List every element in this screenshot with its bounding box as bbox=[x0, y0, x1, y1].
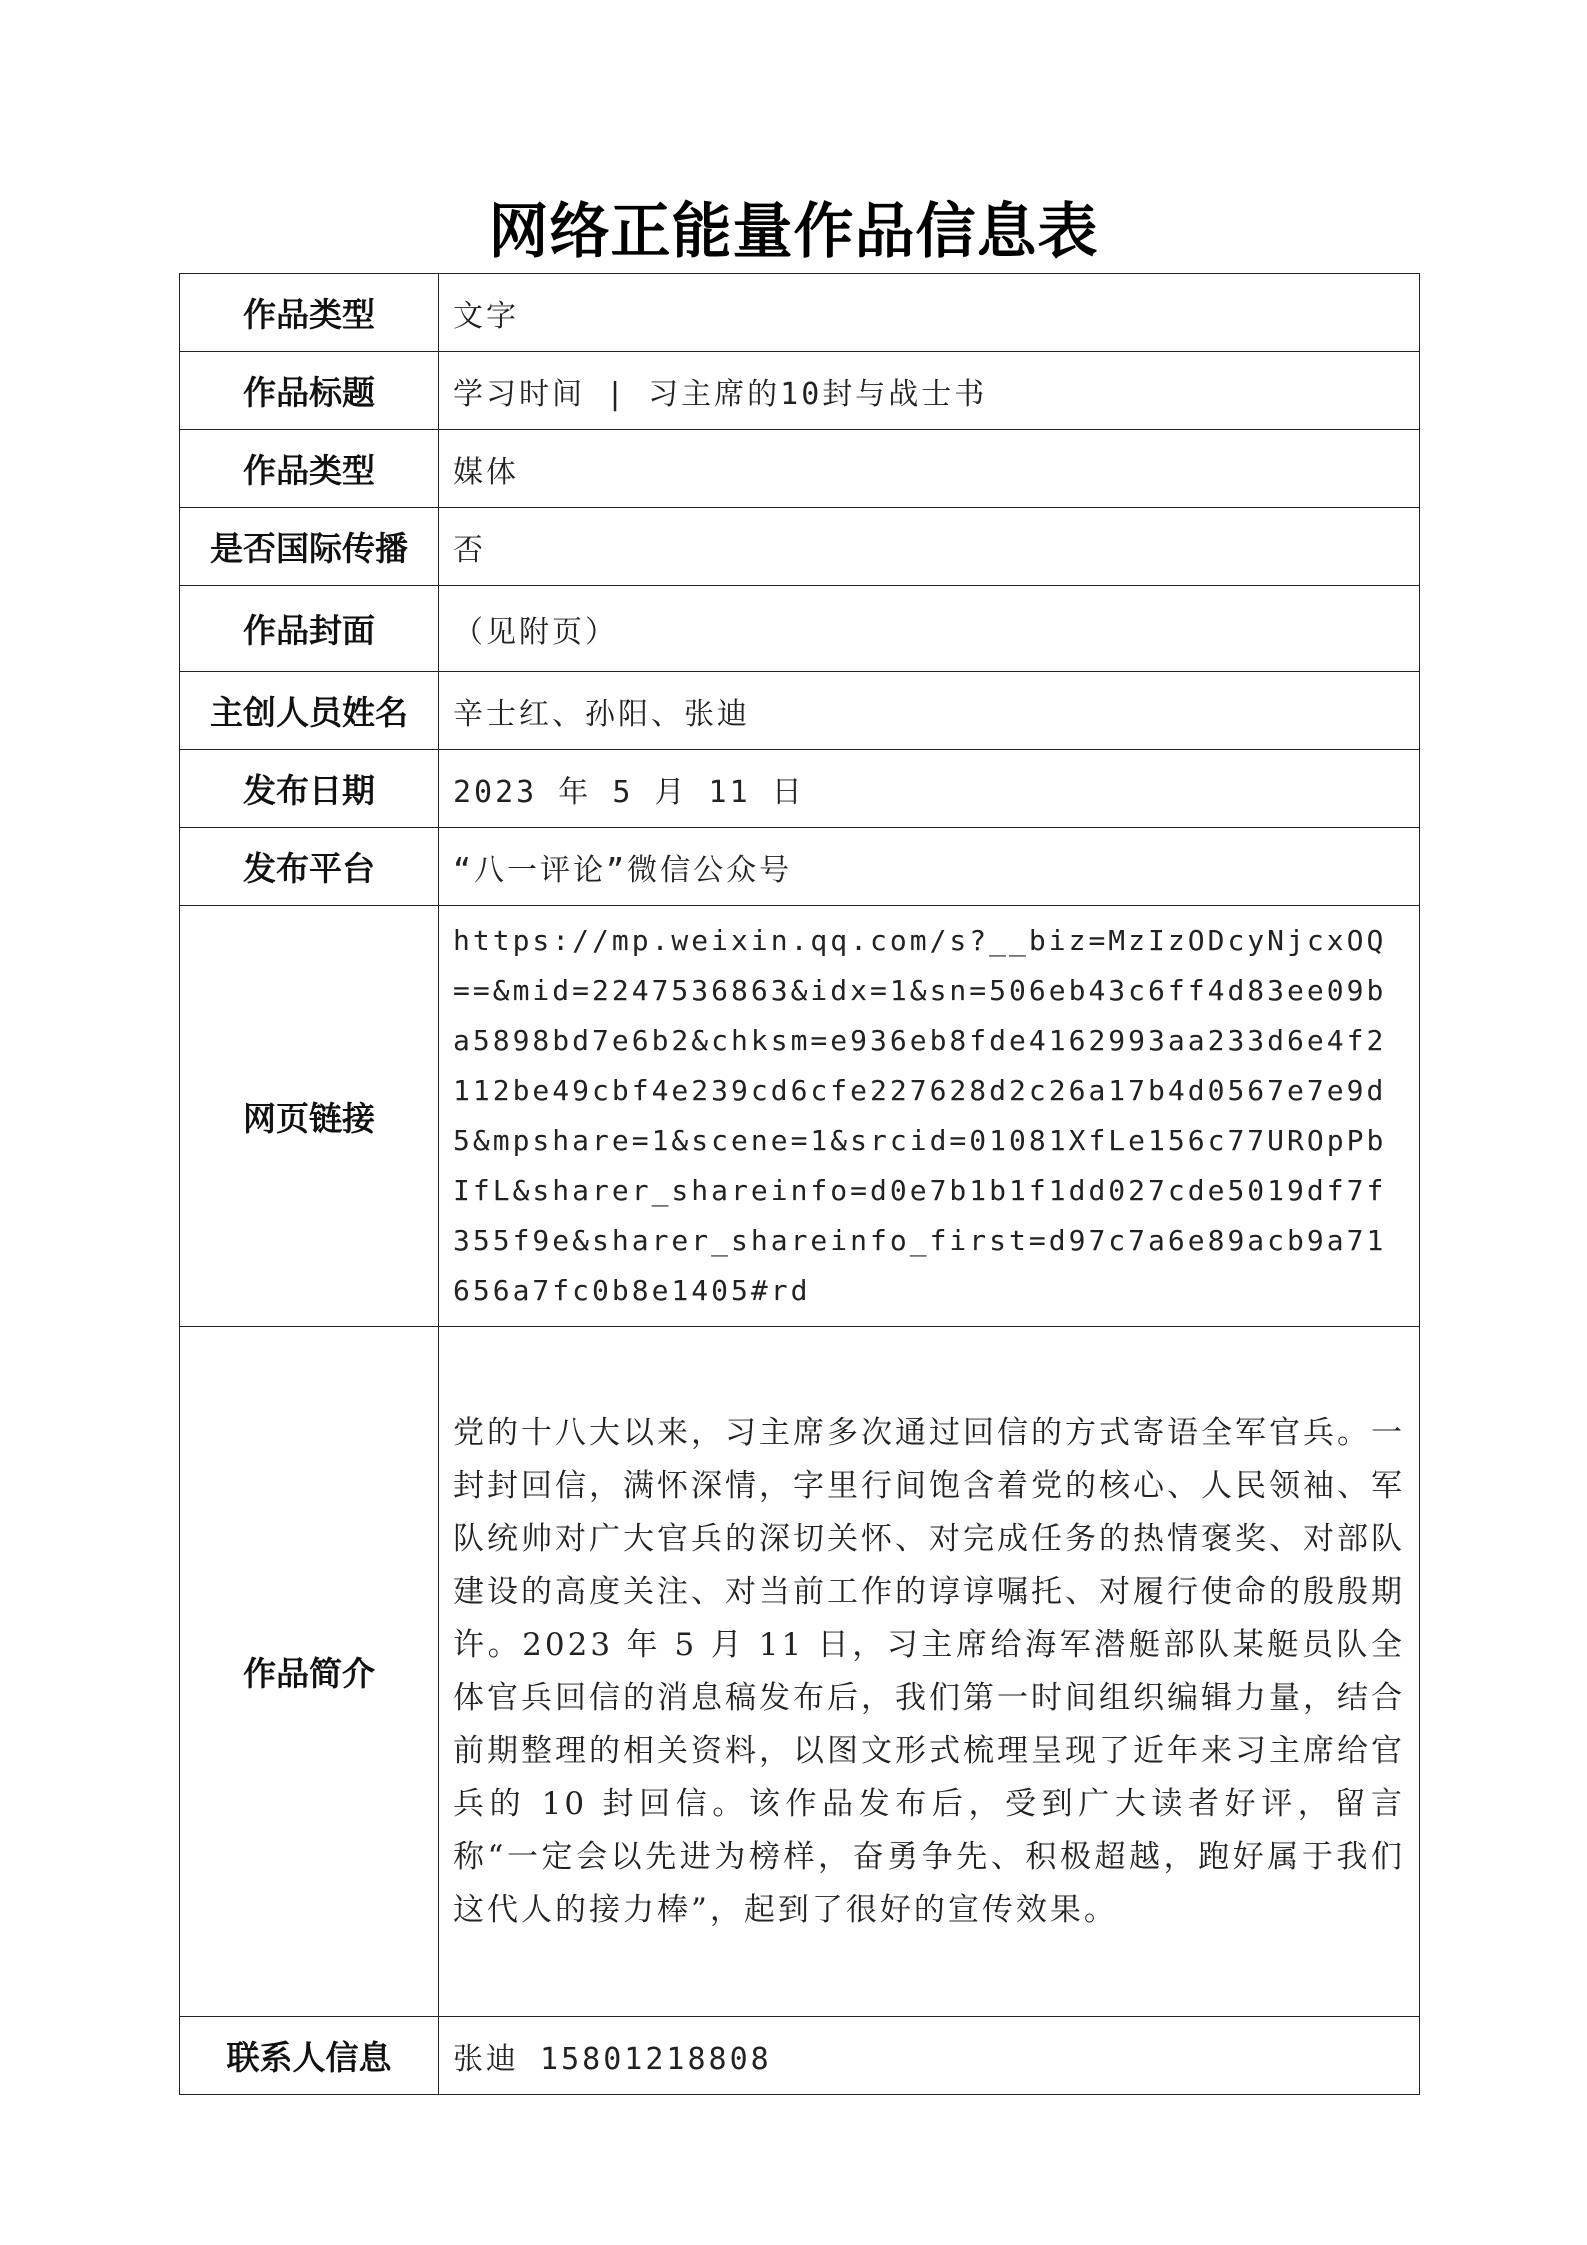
row-platform bbox=[180, 828, 1420, 906]
row-contact bbox=[180, 2017, 1420, 2095]
row-label: 作品类型 bbox=[180, 430, 439, 508]
row-label: 作品简介 bbox=[180, 1327, 439, 2017]
row-link bbox=[180, 906, 1420, 1327]
row-value: 学习时间 | 习主席的10封与战士书 bbox=[439, 352, 1420, 430]
row-cover bbox=[180, 586, 1420, 672]
row-creators bbox=[180, 672, 1420, 750]
row-value: 文字 bbox=[439, 274, 1420, 352]
row-label: 主创人员姓名 bbox=[180, 672, 439, 750]
summary-text: 党的十八大以来，习主席多次通过回信的方式寄语全军官兵。一封封回信，满怀深情，字里行间饱含着党的核心、人民领袖、军队统帅对广大官兵的深切关怀、对完成任务的热情褒奖、对部队建设的高度关注、对当前工作的谆谆嘱托、对履行使命的殷殷期许。2023 年 5 月 11 日，习主席给海军潜艇部队某艇员队全体官兵回信的消息稿发布后，我们第一时间组织编辑力量，结合前期整理的相关资料，以图文形式梳理呈现了近年来习主席给官兵的 10 封回信。该作品发布后，受到广大读者好评，留言称“一定会以先进为榜样，奋勇争先、积极超越，跑好属于我们这代人的接力棒”，起到了很好的宣传效果。 bbox=[439, 1327, 1420, 2017]
row-label: 发布日期 bbox=[180, 750, 439, 828]
row-intl-spread bbox=[180, 508, 1420, 586]
row-label: 作品封面 bbox=[180, 586, 439, 672]
row-value: 媒体 bbox=[439, 430, 1420, 508]
row-label: 作品类型 bbox=[180, 274, 439, 352]
row-value: 辛士红、孙阳、张迪 bbox=[439, 672, 1420, 750]
row-value: 张迪 15801218808 bbox=[439, 2017, 1420, 2095]
row-value: “八一评论”微信公众号 bbox=[439, 828, 1420, 906]
info-table bbox=[179, 273, 1420, 2095]
row-value: 2023 年 5 月 11 日 bbox=[439, 750, 1420, 828]
row-label: 是否国际传播 bbox=[180, 508, 439, 586]
row-value: （见附页） bbox=[439, 586, 1420, 672]
row-work-type bbox=[180, 274, 1420, 352]
row-work-category bbox=[180, 430, 1420, 508]
page-title: 网络正能量作品信息表 bbox=[488, 197, 1099, 267]
row-label: 网页链接 bbox=[180, 906, 439, 1327]
row-value: 否 bbox=[439, 508, 1420, 586]
row-work-title bbox=[180, 352, 1420, 430]
row-publish-date bbox=[180, 750, 1420, 828]
row-label: 作品标题 bbox=[180, 352, 439, 430]
row-label: 发布平台 bbox=[180, 828, 439, 906]
row-label: 联系人信息 bbox=[180, 2017, 439, 2095]
webpage-link[interactable]: https://mp.weixin.qq.com/s?__biz=MzIzODcyNjcxOQ==&mid=2247536863&idx=1&sn=506eb43c6ff4d83ee09ba5898bd7e6b2&chksm=e936eb8fde4162993aa233d6e4f2112be49cbf4e239cd6cfe227628d2c26a17b4d0567e7e9d5&mpshare=1&scene=1&srcid=01081XfLe156c77UROpPbIfL&sharer_shareinfo=d0e7b1b1f1dd027cde5019df7f355f9e&sharer_shareinfo_first=d97c7a6e89acb9a71656a7fc0b8e1405#rd bbox=[439, 906, 1420, 1327]
row-summary bbox=[180, 1327, 1420, 2017]
